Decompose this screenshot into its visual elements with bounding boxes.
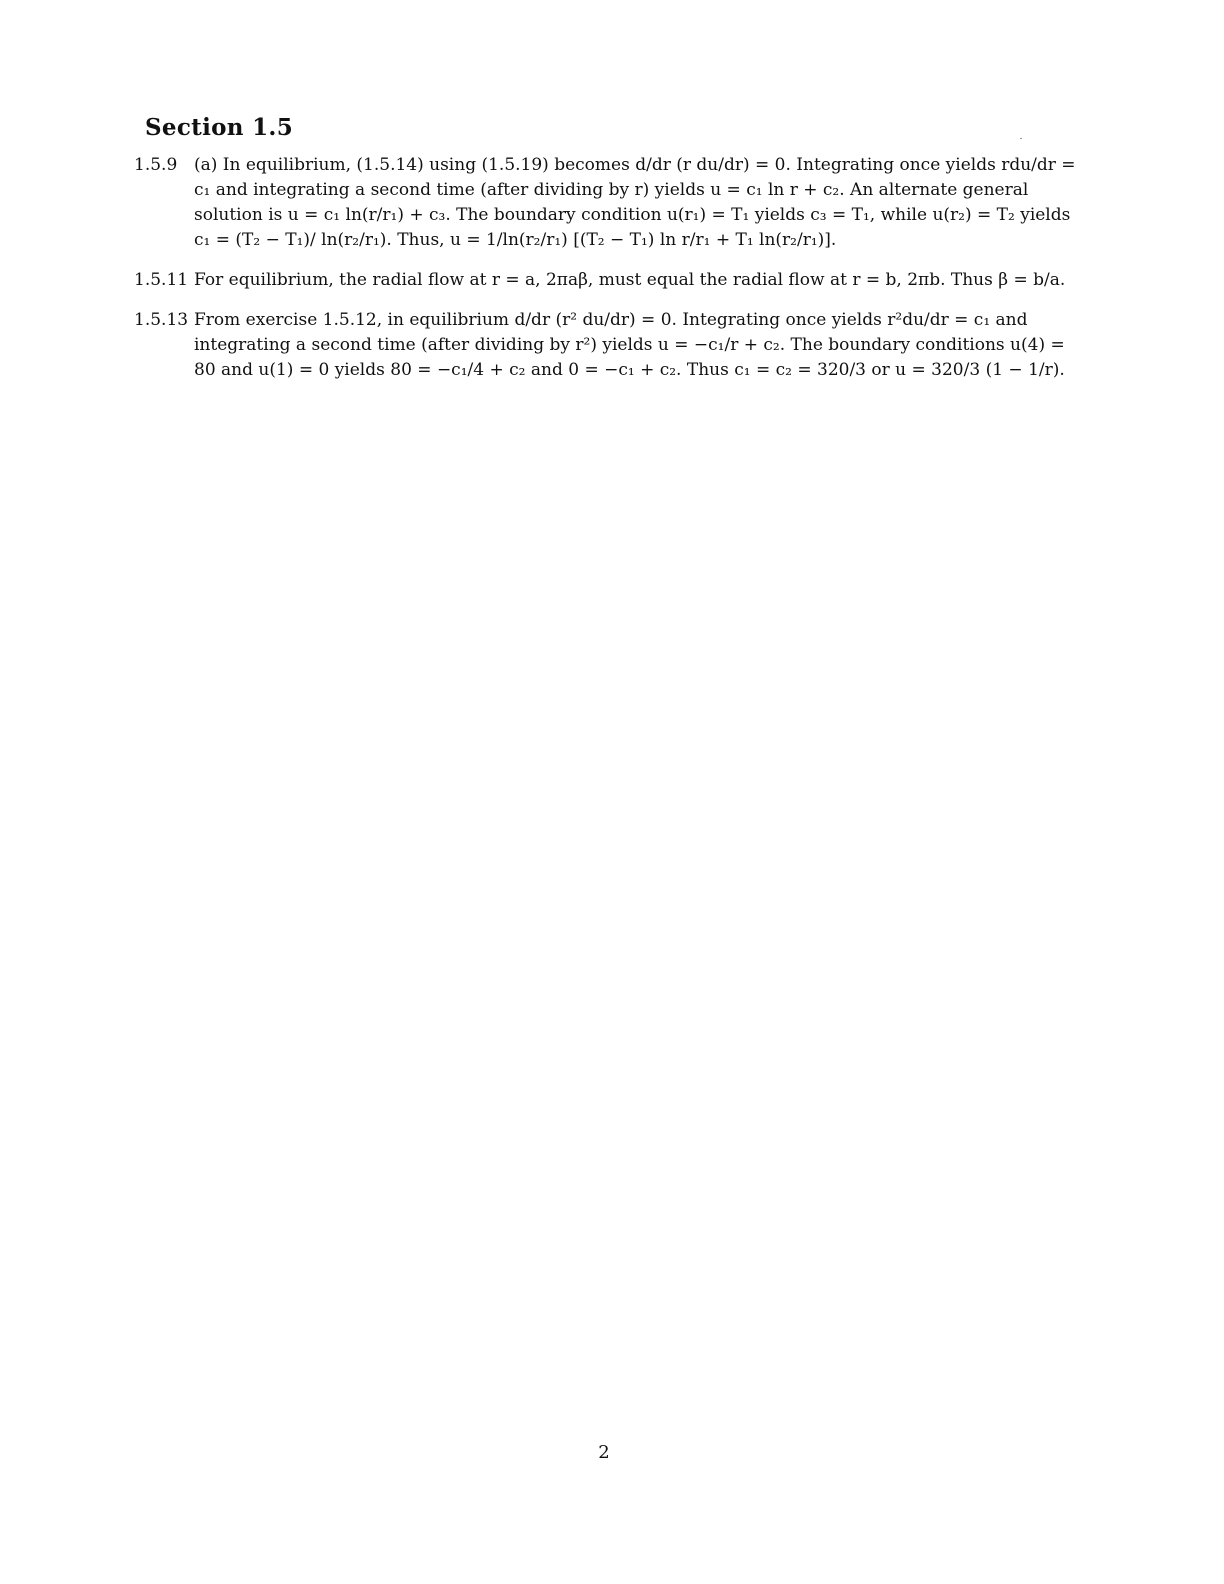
scan-speck [1020, 138, 1022, 139]
problem-text: (a) In equilibrium, (1.5.14) using (1.5.19) becomes d/dr (r du/dr) = 0. Integrating once yields rdu/dr = c₁ and integrating a second time (after dividing by r) yields u = c₁ ln r + c₂. An alternate general solution is u = c₁ ln(r/r₁) + c₃. The boundary condition u(r₁) = T₁ yields c₃ = T₁, while u(r₂) = T₂ yields c₁ = (T₂ − T₁)/ ln(r₂/r₁). Thus, u = 1/ln(r₂/r₁) [(T₂ − T₁) ln r/r₁ + T₁ ln(r₂/r₁)]. [194, 155, 1076, 250]
problem-text: From exercise 1.5.12, in equilibrium d/dr (r² du/dr) = 0. Integrating once yields r²du/dr = c₁ and integrating a second time (after dividing by r²) yields u = −c₁/r + c₂. The boundary conditions u(4) = 80 and u(1) = 0 yields 80 = −c₁/4 + c₂ and 0 = −c₁ + c₂. Thus c₁ = c₂ = 320/3 or u = 320/3 (1 − 1/r). [194, 310, 1065, 380]
problem-number: 1.5.13 [134, 310, 189, 330]
problem-number: 1.5.11 [134, 270, 189, 290]
problem-1-5-9 [134, 153, 1079, 253]
problem-1-5-11 [134, 268, 1079, 293]
page-number: 2 [598, 1442, 610, 1463]
problem-text: For equilibrium, the radial flow at r = a, 2πaβ, must equal the radial flow at r = b, 2πb. Thus β = b/a. [194, 270, 1066, 290]
problem-1-5-13 [134, 308, 1079, 383]
section-heading: Section 1.5 [145, 114, 293, 141]
problem-number: 1.5.9 [134, 155, 178, 175]
